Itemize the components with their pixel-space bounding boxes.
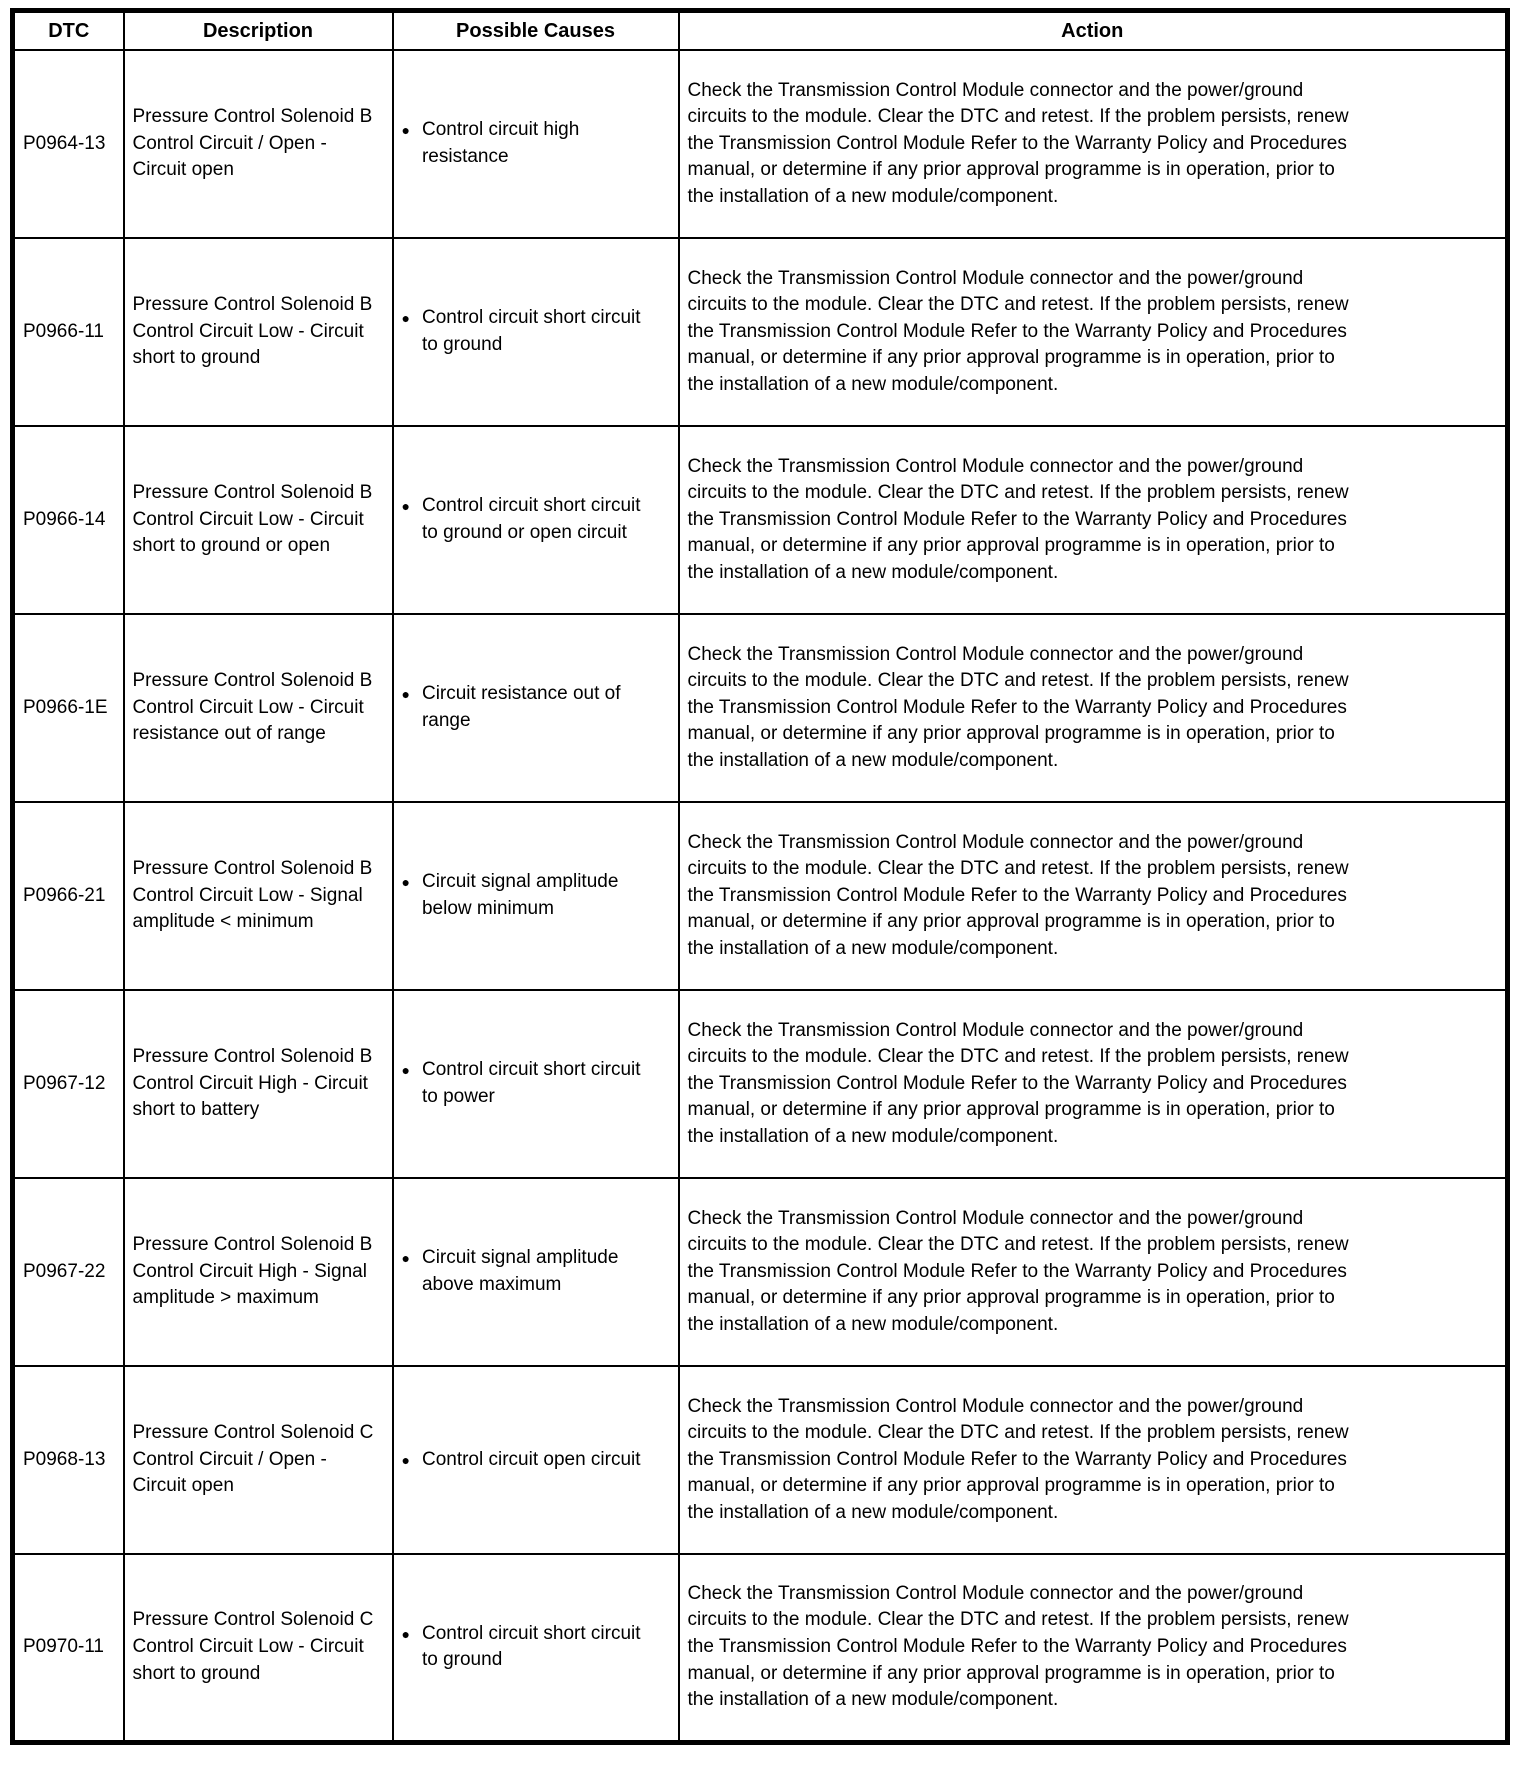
description-cell [124, 426, 393, 614]
description-cell [124, 238, 393, 426]
action-text: Check the Transmission Control Module connector and the power/ground circuits to the module. Clear the DTC and retest. If the problem persists, renew the Transmission Control Module Refer to the Warranty Policy and Procedures manual, or determine if any prior approval programme is in operation, prior to the installation of a new module/component. [687, 1019, 1349, 1147]
dtc-table [10, 8, 1510, 1745]
action-cell [679, 426, 1508, 614]
dtc-cell [13, 990, 124, 1178]
cause-text: Control circuit open circuit [421, 1448, 641, 1470]
bullet-icon: ● [401, 1451, 410, 1468]
causes-list [402, 681, 670, 734]
bullet-icon: ● [401, 1625, 410, 1642]
action-text: Check the Transmission Control Module connector and the power/ground circuits to the module. Clear the DTC and retest. If the problem persists, renew the Transmission Control Module Refer to the Warranty Policy and Procedures manual, or determine if any prior approval programme is in operation, prior to the installation of a new module/component. [687, 831, 1349, 959]
bullet-icon: ● [401, 122, 410, 139]
causes-list [402, 1447, 670, 1474]
table-row [13, 614, 1508, 802]
causes-cell [393, 1366, 679, 1554]
action-cell [679, 238, 1508, 426]
table-row [13, 990, 1508, 1178]
dtc-cell [13, 614, 124, 802]
causes-cell [393, 990, 679, 1178]
action-cell [679, 1366, 1508, 1554]
causes-list [402, 1057, 670, 1110]
header-description: Description [124, 11, 393, 51]
description-cell [124, 50, 393, 238]
table-row [13, 1366, 1508, 1554]
cause-item [402, 117, 670, 170]
bullet-icon: ● [401, 498, 410, 515]
description-cell [124, 1366, 393, 1554]
table-row [13, 50, 1508, 238]
description-text: Pressure Control Solenoid C Control Circuit / Open - Circuit open [132, 1422, 374, 1497]
header-dtc: DTC [13, 11, 124, 51]
causes-list [402, 1621, 670, 1674]
dtc-code: P0967-22 [23, 1260, 106, 1282]
action-text: Check the Transmission Control Module connector and the power/ground circuits to the module. Clear the DTC and retest. If the problem persists, renew the Transmission Control Module Refer to the Warranty Policy and Procedures manual, or determine if any prior approval programme is in operation, prior to the installation of a new module/component. [687, 1582, 1349, 1711]
bullet-icon: ● [401, 310, 410, 327]
dtc-code: P0967-12 [23, 1072, 106, 1094]
action-text: Check the Transmission Control Module connector and the power/ground circuits to the module. Clear the DTC and retest. If the problem persists, renew the Transmission Control Module Refer to the Warranty Policy and Procedures manual, or determine if any prior approval programme is in operation, prior to the installation of a new module/component. [687, 455, 1349, 583]
dtc-cell [13, 1554, 124, 1742]
action-text: Check the Transmission Control Module connector and the power/ground circuits to the module. Clear the DTC and retest. If the problem persists, renew the Transmission Control Module Refer to the Warranty Policy and Procedures manual, or determine if any prior approval programme is in operation, prior to the installation of a new module/component. [687, 1207, 1349, 1335]
cause-text: Control circuit high resistance [421, 119, 580, 167]
causes-cell [393, 1554, 679, 1742]
causes-cell [393, 50, 679, 238]
cause-item [402, 1621, 670, 1674]
dtc-cell [13, 1366, 124, 1554]
action-cell [679, 990, 1508, 1178]
dtc-code: P0970-11 [23, 1635, 104, 1657]
bullet-icon: ● [401, 686, 410, 703]
table-row [13, 426, 1508, 614]
table-row [13, 1554, 1508, 1742]
cause-text: Control circuit short circuit to power [421, 1059, 641, 1107]
dtc-code: P0968-13 [23, 1448, 106, 1470]
bullet-icon: ● [401, 874, 410, 891]
dtc-cell [13, 426, 124, 614]
description-cell [124, 1554, 393, 1742]
action-cell [679, 50, 1508, 238]
cause-item [402, 305, 670, 358]
header-action: Action [679, 11, 1508, 51]
dtc-cell [13, 1178, 124, 1366]
description-text: Pressure Control Solenoid B Control Circuit High - Signal amplitude > maximum [132, 1234, 373, 1309]
bullet-icon: ● [401, 1062, 410, 1079]
action-text: Check the Transmission Control Module connector and the power/ground circuits to the module. Clear the DTC and retest. If the problem persists, renew the Transmission Control Module Refer to the Warranty Policy and Procedures manual, or determine if any prior approval programme is in operation, prior to the installation of a new module/component. [687, 1395, 1349, 1523]
dtc-code: P0966-21 [23, 884, 106, 906]
causes-list [402, 117, 670, 170]
causes-cell [393, 802, 679, 990]
description-text: Pressure Control Solenoid B Control Circuit Low - Circuit short to ground [132, 294, 373, 369]
cause-item [402, 1245, 670, 1298]
table-body [13, 50, 1508, 1742]
causes-list [402, 869, 670, 922]
action-text: Check the Transmission Control Module connector and the power/ground circuits to the module. Clear the DTC and retest. If the problem persists, renew the Transmission Control Module Refer to the Warranty Policy and Procedures manual, or determine if any prior approval programme is in operation, prior to the installation of a new module/component. [687, 79, 1349, 207]
causes-list [402, 493, 670, 546]
cause-item [402, 681, 670, 734]
cause-item [402, 1057, 670, 1110]
cause-text: Circuit signal amplitude below minimum [421, 871, 619, 919]
bullet-icon: ● [401, 1250, 410, 1267]
dtc-cell [13, 238, 124, 426]
dtc-code: P0964-13 [23, 132, 106, 154]
action-cell [679, 802, 1508, 990]
description-text: Pressure Control Solenoid B Control Circuit Low - Circuit short to ground or open [132, 482, 373, 557]
causes-cell [393, 238, 679, 426]
header-possible-causes: Possible Causes [393, 11, 679, 51]
cause-text: Circuit signal amplitude above maximum [421, 1247, 619, 1295]
causes-list [402, 305, 670, 358]
cause-text: Circuit resistance out of range [421, 683, 621, 731]
action-text: Check the Transmission Control Module connector and the power/ground circuits to the module. Clear the DTC and retest. If the problem persists, renew the Transmission Control Module Refer to the Warranty Policy and Procedures manual, or determine if any prior approval programme is in operation, prior to the installation of a new module/component. [687, 643, 1349, 771]
cause-text: Control circuit short circuit to ground or open circuit [421, 495, 641, 543]
causes-cell [393, 1178, 679, 1366]
dtc-code: P0966-14 [23, 508, 106, 530]
table-row [13, 802, 1508, 990]
header-row [13, 11, 1508, 51]
description-text: Pressure Control Solenoid B Control Circuit High - Circuit short to battery [132, 1046, 373, 1121]
causes-cell [393, 614, 679, 802]
dtc-code: P0966-11 [23, 320, 104, 342]
cause-text: Control circuit short circuit to ground [421, 1622, 641, 1671]
description-text: Pressure Control Solenoid B Control Circuit / Open - Circuit open [132, 106, 373, 181]
description-cell [124, 1178, 393, 1366]
table-row [13, 238, 1508, 426]
cause-item [402, 869, 670, 922]
cause-text: Control circuit short circuit to ground [421, 307, 641, 355]
cause-item [402, 1447, 670, 1474]
dtc-cell [13, 802, 124, 990]
causes-list [402, 1245, 670, 1298]
description-text: Pressure Control Solenoid B Control Circuit Low - Signal amplitude < minimum [132, 858, 373, 933]
cause-item [402, 493, 670, 546]
dtc-code: P0966-1E [23, 696, 108, 718]
action-text: Check the Transmission Control Module connector and the power/ground circuits to the module. Clear the DTC and retest. If the problem persists, renew the Transmission Control Module Refer to the Warranty Policy and Procedures manual, or determine if any prior approval programme is in operation, prior to the installation of a new module/component. [687, 267, 1349, 395]
description-text: Pressure Control Solenoid B Control Circuit Low - Circuit resistance out of range [132, 670, 373, 745]
action-cell [679, 1178, 1508, 1366]
table-row [13, 1178, 1508, 1366]
causes-cell [393, 426, 679, 614]
dtc-cell [13, 50, 124, 238]
description-text: Pressure Control Solenoid C Control Circuit Low - Circuit short to ground [132, 1609, 374, 1684]
action-cell [679, 614, 1508, 802]
description-cell [124, 990, 393, 1178]
action-cell [679, 1554, 1508, 1742]
description-cell [124, 802, 393, 990]
description-cell [124, 614, 393, 802]
